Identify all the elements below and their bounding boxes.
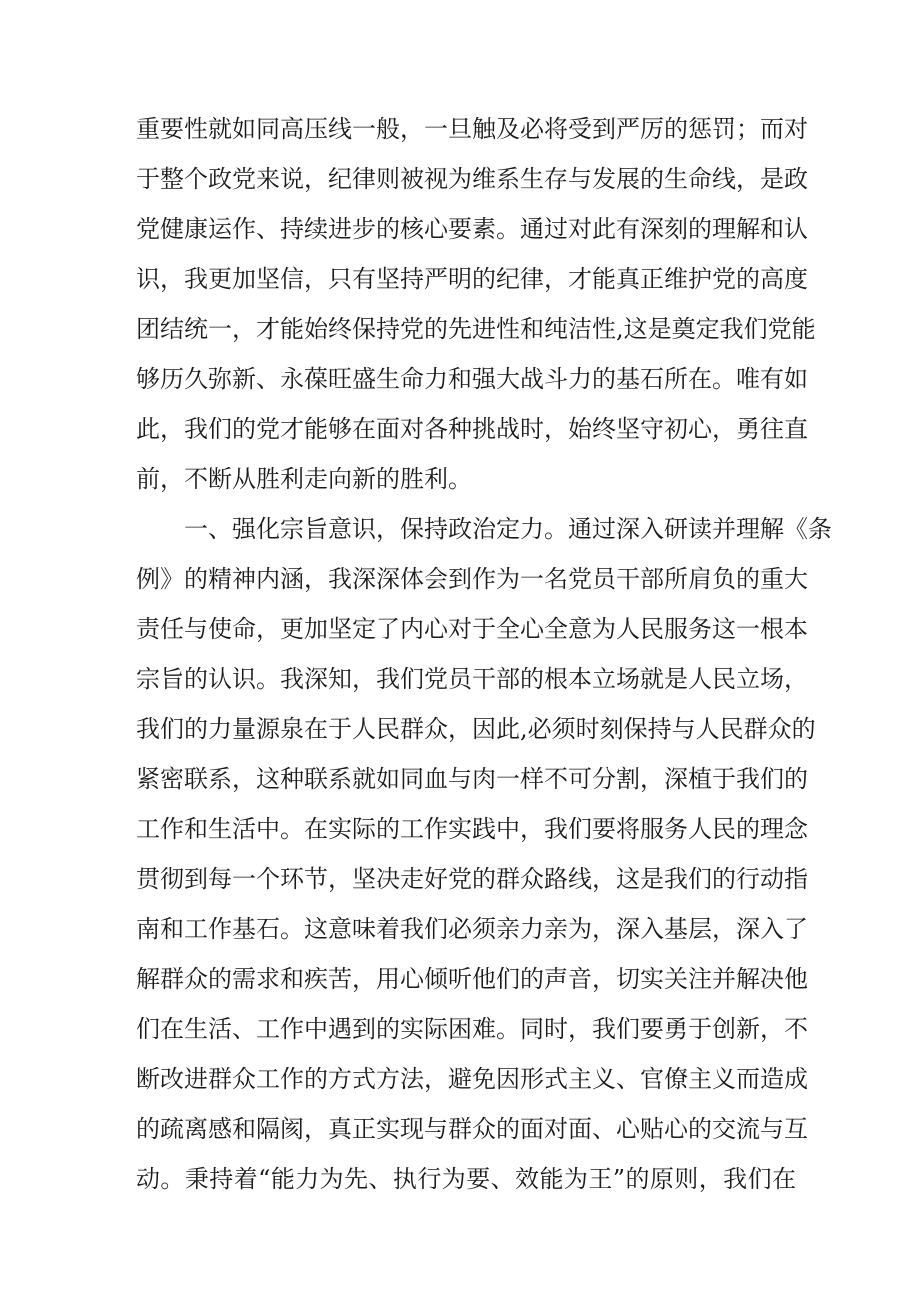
text-line: 党健康运作、持续进步的核心要素。通过对此有深刻的理解和认 (136, 215, 808, 243)
text-line: 的疏离感和隔阂，真正实现与群众的面对面、心贴心的交流与互 (136, 1115, 808, 1143)
text-line: 工作和生活中。在实际的工作实践中，我们要将服务人民的理念 (136, 815, 808, 843)
text-line: 够历久弥新、永葆旺盛生命力和强大战斗力的基石所在。唯有如 (136, 365, 808, 393)
paragraph-1 (136, 104, 816, 504)
text-line: 一、强化宗旨意识，保持政治定力。通过深入研读并理解《条 (184, 515, 832, 543)
document-body (136, 104, 832, 1204)
text-line: 此，我们的党才能够在面对各种挑战时，始终坚守初心，勇往直 (136, 415, 808, 443)
text-line: 识，我更加坚信，只有坚持严明的纪律，才能真正维护党的高度 (136, 265, 808, 293)
text-line: 解群众的需求和疾苦，用心倾听他们的声音，切实关注并解决他 (136, 965, 808, 993)
text-line: 贯彻到每一个环节，坚决走好党的群众路线，这是我们的行动指 (136, 865, 808, 893)
text-line: 于整个政党来说，纪律则被视为维系生存与发展的生命线，是政 (136, 165, 808, 193)
text-line: 们在生活、工作中遇到的实际困难。同时，我们要勇于创新，不 (136, 1015, 808, 1043)
text-line: 重要性就如同高压线一般，一旦触及必将受到严厉的惩罚；而对 (136, 115, 808, 143)
text-line: 紧密联系，这种联系就如同血与肉一样不可分割，深植于我们的 (136, 765, 808, 793)
text-line: 南和工作基石。这意味着我们必须亲力亲为，深入基层，深入了 (136, 915, 808, 943)
text-line: 动。秉持着“能力为先、执行为要、效能为王”的原则，我们在 (136, 1165, 796, 1193)
text-line: 前，不断从胜利走向新的胜利。 (136, 465, 472, 493)
text-line: 断改进群众工作的方式方法，避免因形式主义、官僚主义而造成 (136, 1065, 808, 1093)
text-line: 责任与使命，更加坚定了内心对于全心全意为人民服务这一根本 (136, 615, 808, 643)
paragraph-2 (136, 504, 832, 1204)
text-line: 我们的力量源泉在于人民群众，因此,必须时刻保持与人民群众的 (136, 715, 816, 743)
text-line: 宗旨的认识。我深知，我们党员干部的根本立场就是人民立场， (136, 665, 808, 693)
text-line: 团结统一，才能始终保持党的先进性和纯洁性,这是奠定我们党能 (136, 315, 816, 343)
text-line: 例》的精神内涵，我深深体会到作为一名党员干部所肩负的重大 (136, 565, 808, 593)
